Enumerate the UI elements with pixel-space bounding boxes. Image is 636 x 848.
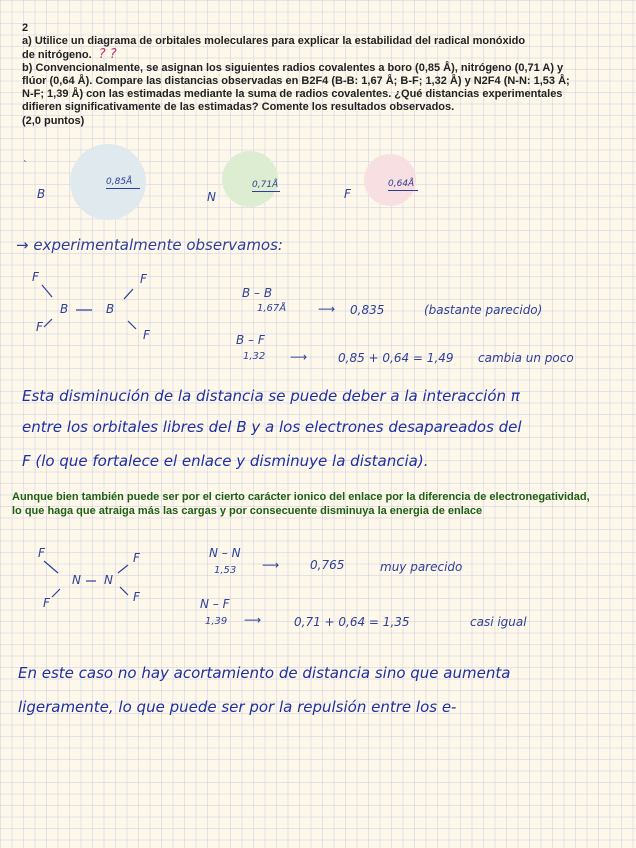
n2f4-bond-f2-n	[118, 565, 128, 573]
n2f4-f-4: F	[133, 590, 140, 604]
nitrogen-radius: 0,71Å	[252, 180, 279, 190]
b2f4-bond-f1-b	[42, 285, 52, 297]
nitrogen-symbol: N	[207, 190, 216, 204]
bf-arrow: ⟶	[290, 350, 308, 364]
bf-distance: 1,32	[243, 351, 266, 362]
nf-comment: casi igual	[470, 615, 527, 629]
n2f4-n-1: N	[72, 573, 81, 587]
fluorine-radius: 0,64Å	[388, 179, 415, 189]
nf-arrow: ⟶	[244, 613, 262, 627]
boron-radius: 0,85Å	[106, 177, 133, 187]
explanation-b-line-2: entre los orbitales libres del B y a los electrones desapareados del	[22, 418, 522, 436]
question-part-a: a) Utilice un diagrama de orbitales moleculares para explicar la estabilidad del radical monóxido	[22, 35, 526, 47]
nf-calculated: 0,71 + 0,64 = 1,35	[294, 615, 410, 629]
nitrogen-radius-line	[252, 191, 280, 192]
nitrogen-atom-circle	[222, 151, 278, 207]
n2f4-bond-f3-n	[52, 589, 60, 597]
explanation-b-line-3: F (lo que fortalece el enlace y disminuye la distancia).	[22, 452, 429, 470]
bf-comment: cambia un poco	[478, 351, 574, 365]
n2f4-structure-bonds	[30, 545, 170, 615]
green-note-line-2: lo que haga que atraiga más las cargas y por consecuente disminuya la energia de enlace	[12, 505, 483, 517]
b2f4-bond-f3-b	[44, 319, 52, 327]
nn-calculated: 0,765	[310, 558, 345, 572]
nf-label: N – F	[200, 597, 230, 611]
green-note-line-1: Aunque bien también puede ser por el cierto carácter ionico del enlace por la diferencia de electronegatividad,	[12, 491, 590, 503]
n2f4-n-2: N	[104, 573, 113, 587]
tick-mark: ˋ	[22, 160, 27, 171]
b2f4-b-1: B	[60, 302, 69, 316]
explanation-n-line-1: En este caso no hay acortamiento de distancia sino que aumenta	[18, 664, 511, 682]
bb-calculated: 0,835	[350, 303, 385, 317]
nn-arrow: ⟶	[262, 558, 280, 572]
boron-radius-line	[106, 188, 140, 189]
b2f4-f-2: F	[140, 272, 147, 286]
question-points: (2,0 puntos)	[22, 115, 85, 127]
n2f4-f-3: F	[43, 596, 50, 610]
question-marks: ? ?	[98, 47, 117, 62]
nn-distance: 1,53	[214, 565, 237, 576]
b2f4-bond-f4-b	[128, 321, 136, 329]
bb-label: B – B	[242, 286, 273, 300]
b2f4-f-4: F	[143, 328, 150, 342]
question-part-b-line-2: flúor (0,64 Å). Compare las distancias observadas en B2F4 (B-B: 1,67 Å; B-F; 1,32 Å) y N2F4 (N-N: 1,53 Å;	[22, 75, 570, 87]
experimental-heading: → experimentalmente observamos:	[16, 236, 283, 254]
bf-label: B – F	[236, 333, 265, 347]
n2f4-bond-f1-n	[44, 561, 58, 573]
fluorine-radius-line	[388, 190, 418, 191]
explanation-b-line-1: Esta disminución de la distancia se puede deber a la interacción π	[22, 387, 520, 405]
b2f4-f-1: F	[32, 270, 39, 284]
nn-label: N – N	[209, 546, 241, 560]
n2f4-f-2: F	[133, 551, 140, 565]
b2f4-b-2: B	[106, 302, 115, 316]
nf-distance: 1,39	[205, 616, 228, 627]
question-part-b-line-4: difieren significativamente de las estimadas? Comente los resultados observados.	[22, 101, 455, 113]
bb-arrow: ⟶	[318, 302, 336, 316]
b2f4-bond-f2-b	[124, 289, 133, 299]
b2f4-structure-bonds	[20, 265, 180, 345]
question-number: 2	[22, 22, 29, 34]
b2f4-f-3: F	[36, 320, 43, 334]
question-part-b-line-1: b) Convencionalmente, se asignan los siguientes radios covalentes a boro (0,85 Å), nitrógeno (0,71 A) y	[22, 62, 564, 74]
question-part-b-line-3: N-F; 1,39 Å) con las estimadas mediante la suma de radios covalentes. ¿Qué distancias experimentales	[22, 88, 563, 100]
boron-symbol: B	[37, 187, 46, 201]
bb-distance: 1,67Å	[257, 303, 287, 314]
bf-calculated: 0,85 + 0,64 = 1,49	[338, 351, 454, 365]
bb-comment: (bastante parecido)	[424, 303, 543, 317]
explanation-n-line-2: ligeramente, lo que puede ser por la repulsión entre los e-	[18, 698, 457, 716]
fluorine-symbol: F	[344, 187, 351, 201]
question-part-a-cont: de nitrógeno. ? ?	[22, 47, 117, 62]
n2f4-bond-f4-n	[120, 587, 128, 595]
n2f4-f-1: F	[38, 546, 45, 560]
nn-comment: muy parecido	[380, 560, 463, 574]
